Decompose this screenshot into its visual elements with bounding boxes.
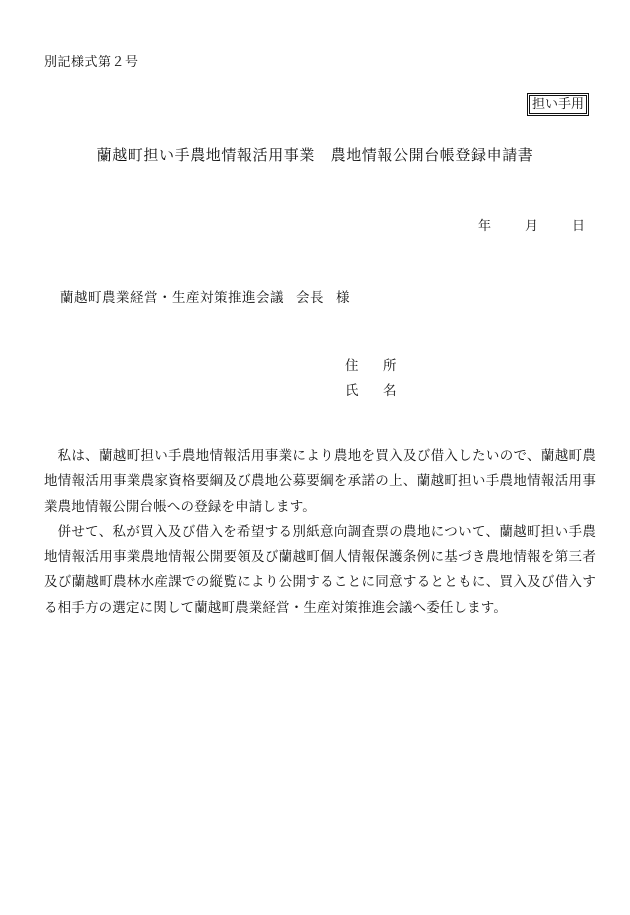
date-day-label: 日 [571,219,585,234]
addressee-position: 会長 [296,290,324,306]
address-label-char-1: 住 [345,358,359,374]
body-paragraph-2: 併せて、私が買入及び借入を希望する別紙意向調査票の農地について、蘭越町担い手農地情報活用事業農地情報公開要領及び蘭越町個人情報保護条例に基づき農地情報を第三者及び蘭越町農林水産課での縦覧により公開することに同意するとともに、買入及び借入する相手方の選定に関して蘭越町農業経営・生産対策推進会議へ委任します。 [44,523,596,616]
date-month-label: 月 [524,219,538,234]
document-title: 蘭越町担い手農地情報活用事業 農地情報公開台帳登録申請書 [96,146,534,164]
category-label-box: 担い手用 [529,95,587,114]
applicant-address-label [345,354,397,374]
body-paragraph-1: 私は、蘭越町担い手農地情報活用事業により農地を買入及び借入したいので、蘭越町農地情報活用事業農家資格要綱及び農地公募要綱を承諾の上、蘭越町担い手農地情報活用事業農地情報公開台帳への登録を申請します。 [44,448,596,515]
addressee-line [60,286,350,306]
addressee-honorific: 様 [336,290,350,306]
address-label-char-2: 所 [383,358,397,374]
addressee-organization: 蘭越町農業経営・生産対策推進会議 [60,290,284,306]
name-label-char-2: 名 [383,383,397,399]
date-line [478,215,585,234]
form-number: 別記様式第２号 [44,55,139,70]
applicant-name-label [345,379,397,399]
date-year-label: 年 [477,219,491,234]
name-label-char-1: 氏 [345,383,359,399]
body-text [44,444,596,621]
